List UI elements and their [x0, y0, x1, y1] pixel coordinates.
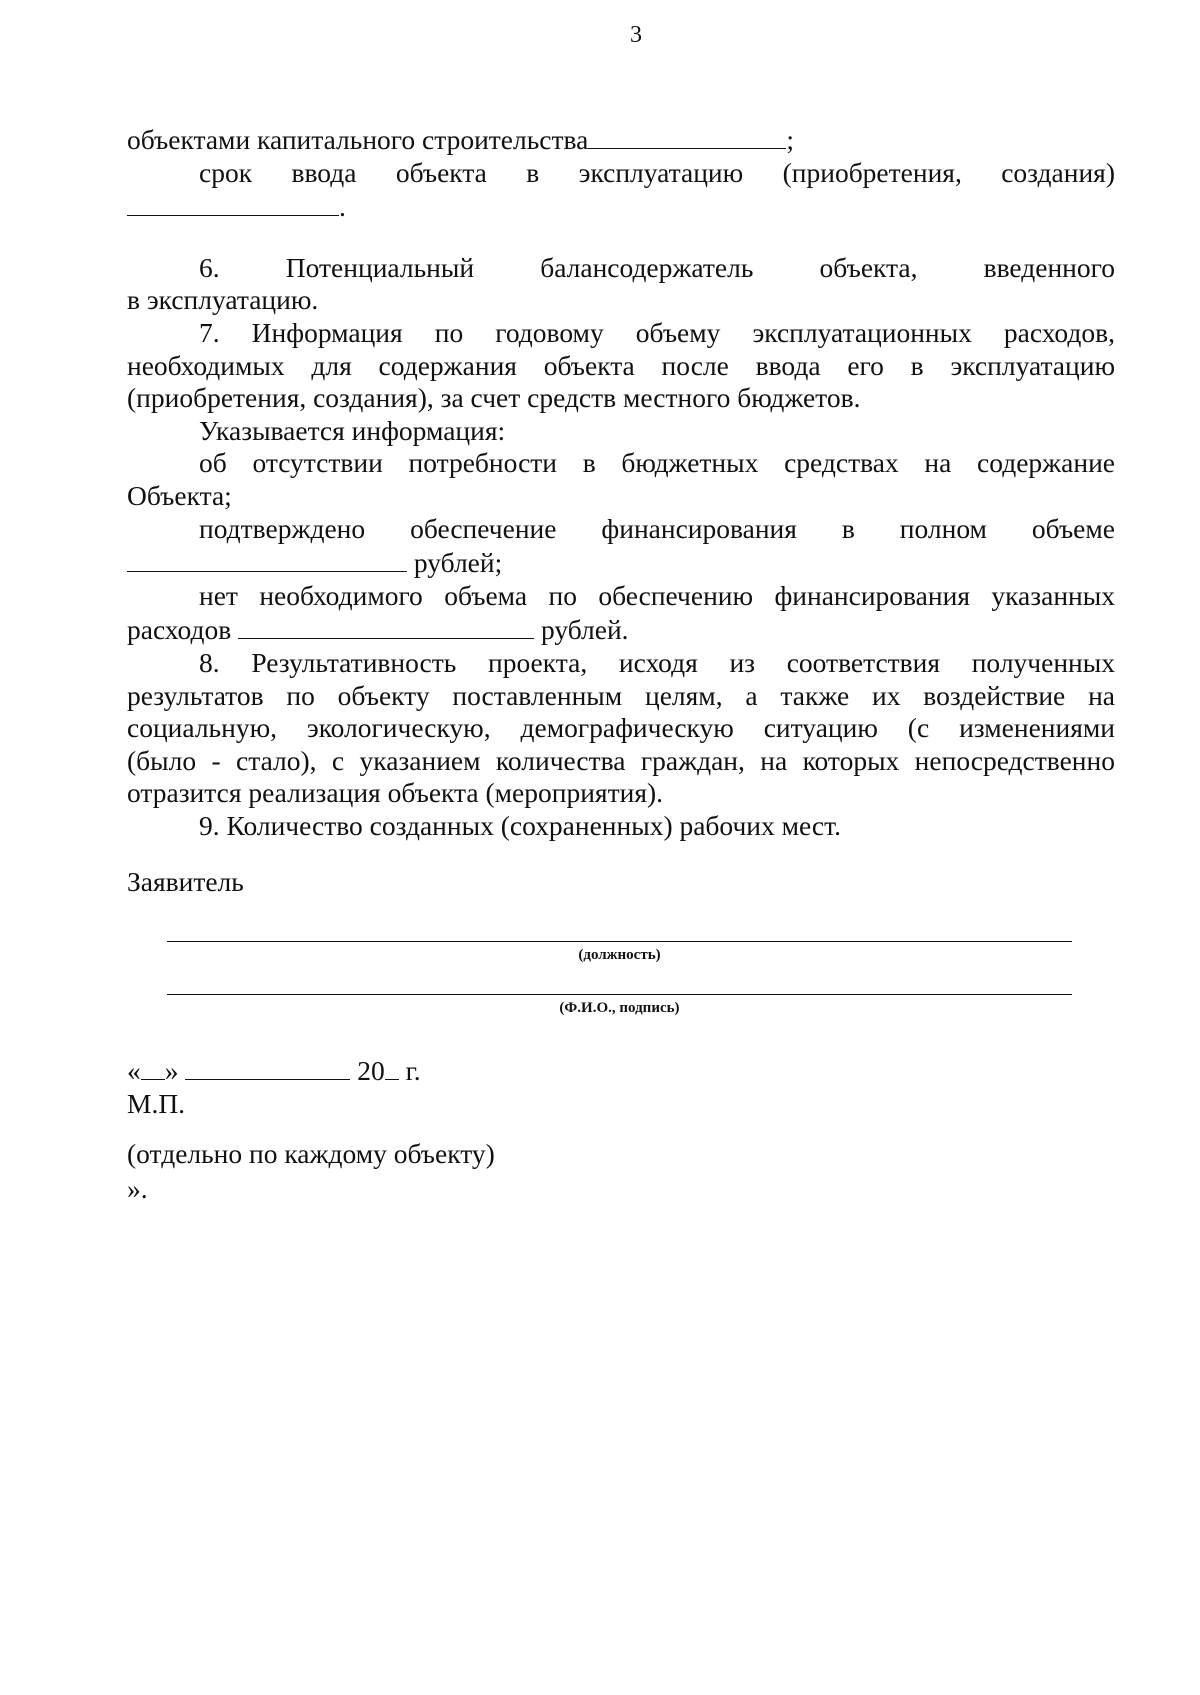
- commissioning-deadline-text: срок ввода объекта в эксплуатацию (приобретения, создания): [199, 156, 1115, 188]
- item8-line5: отразится реализация объекта (мероприятия).: [127, 777, 663, 809]
- capital-construction-blank[interactable]: [588, 122, 786, 149]
- page-number: 3: [630, 22, 642, 48]
- confirmed-amount-blank[interactable]: [127, 545, 407, 572]
- date-close-quote: »: [164, 1055, 179, 1087]
- month-blank[interactable]: [185, 1053, 350, 1080]
- no-need-line2: Объекта;: [127, 479, 232, 511]
- confirmed-funding-line2: [127, 545, 1115, 580]
- item8-line3: социальную, экологическую, демографическую ситуацию (с изменениями: [127, 712, 1115, 744]
- lacking-amount-blank[interactable]: [238, 612, 534, 639]
- section-spacer: [127, 224, 1115, 252]
- item8-line1: 8. Результативность проекта, исходя из соответствия полученных: [199, 646, 1115, 678]
- applicant-label: Заявитель: [127, 866, 244, 898]
- capital-construction-text: объектами капитального строительства: [127, 124, 589, 155]
- name-signature-line[interactable]: [167, 994, 1072, 995]
- commissioning-deadline-line: [127, 189, 1115, 224]
- commissioning-deadline-blank[interactable]: [127, 189, 339, 216]
- commissioning-deadline-end: .: [339, 191, 346, 223]
- lacking-funding-line1: нет необходимого объема по обеспечению финансирования указанных: [199, 579, 1115, 611]
- year-prefix: 20: [357, 1055, 385, 1087]
- item7-line3: (приобретения, создания), за счет средств местного бюджетов.: [127, 382, 861, 414]
- year-suffix: г.: [405, 1055, 421, 1087]
- form-body: [127, 122, 1115, 1205]
- item7-line2: необходимых для содержания объекта после ввода его в эксплуатацию: [127, 349, 1115, 381]
- date-line: [127, 1053, 1115, 1088]
- date-open-quote: «: [127, 1055, 141, 1087]
- signature-block: [127, 899, 1115, 1049]
- no-need-line1: об отсутствии потребности в бюджетных средствах на содержание: [199, 447, 1115, 479]
- confirmed-funding-line1: подтверждено обеспечение финансирования в полном объеме: [199, 512, 1115, 544]
- closing-mark: ».: [127, 1172, 148, 1204]
- day-blank[interactable]: [141, 1053, 165, 1080]
- lacking-funding-line2: [127, 612, 1115, 647]
- item6-line1: 6. Потенциальный балансодержатель объекта, введенного: [199, 251, 1115, 283]
- item9: 9. Количество созданных (сохраненных) рабочих мест.: [199, 809, 841, 841]
- item8-line4: (было - стало), с указанием количества граждан, на которых непосредственно: [127, 744, 1115, 776]
- info-intro: Указывается информация:: [199, 414, 506, 446]
- year-blank[interactable]: [385, 1053, 399, 1080]
- lacking-unit: рублей.: [540, 614, 629, 646]
- confirmed-unit: рублей;: [413, 547, 503, 579]
- position-caption: (должность): [578, 947, 661, 964]
- item7-line1: 7. Информация по годовому объему эксплуатационных расходов,: [199, 316, 1115, 348]
- capital-construction-line: [127, 122, 1115, 157]
- capital-construction-end: ;: [786, 124, 794, 155]
- name-signature-caption: (Ф.И.О., подпись): [559, 1000, 680, 1017]
- position-line[interactable]: [167, 941, 1072, 942]
- per-object-note: (отдельно по каждому объекту): [127, 1138, 495, 1170]
- item8-line2: результатов по объекту поставленным целям, а также их воздействие на: [127, 679, 1115, 711]
- item6-line2: в эксплуатацию.: [127, 284, 319, 316]
- lacking-prefix: расходов: [127, 614, 232, 646]
- seal-label: М.П.: [127, 1087, 186, 1119]
